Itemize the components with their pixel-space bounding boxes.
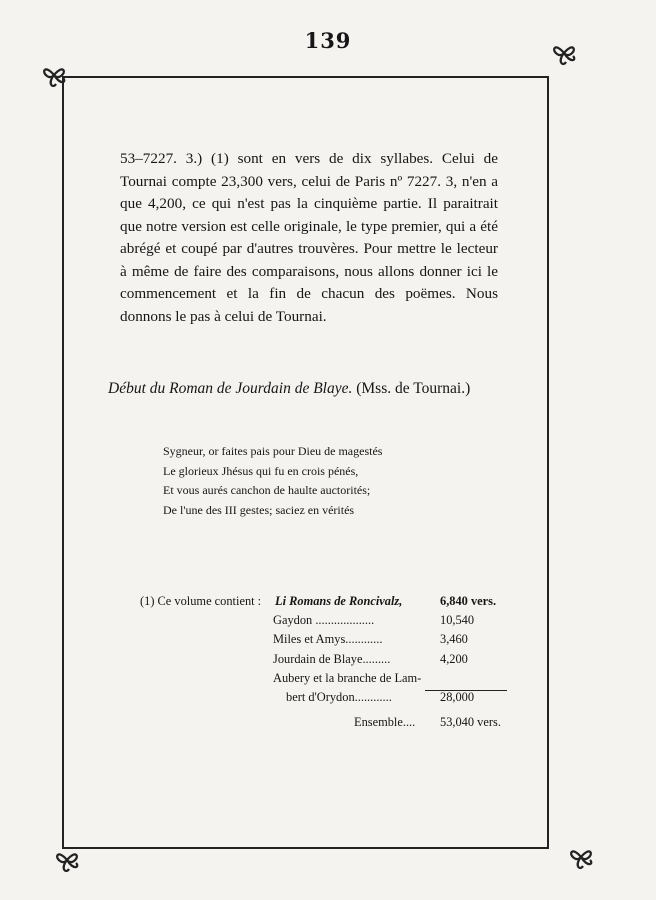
footnote-item-count: 3,460 (440, 632, 468, 647)
footnote-total-row (140, 713, 520, 732)
total-divider (425, 690, 507, 691)
body-paragraph: 53–7227. 3.) (1) sont en vers de dix syllabes. Celui de Tournai compte 23,300 vers, celui de Paris nº 7227. 3, n'en a que 4,200, ce qui n'est pas la cinquième partie. Il paraitrait que notre version est celle originale, le type premier, qui a été abrégé et coupé par d'autres trouvères. Pour mettre le lecteur à même de faire des comparaisons, nous allons donner ici le commencement et la fin de chacun des poëmes. Nous donnons le pas à celui de Tournai. (120, 150, 498, 325)
verse-line: De l'une des III gestes; saciez en vérités (163, 502, 355, 517)
footnote (140, 592, 520, 732)
footnote-item-name: Li Romans de Roncivalz, (275, 594, 403, 608)
verse-line: Le glorieux Jhésus qui fu en crois pénés, (163, 463, 359, 478)
footnote-item-count: 10,540 (440, 613, 475, 628)
heading-title: Début du Roman de Jourdain de Blaye. (108, 380, 353, 397)
footnote-row (140, 592, 520, 611)
heading-source: (Mss. de Tournai.) (356, 380, 471, 397)
page-number: 139 (304, 28, 352, 53)
footnote-item-name: Aubery et la branche de Lam- (273, 670, 422, 685)
footnote-row (140, 630, 520, 649)
footnote-row (140, 611, 520, 630)
footnote-total-count: 53,040 vers. (440, 715, 501, 730)
footnote-row (140, 669, 520, 688)
footnote-item-name: Miles et Amys............ (273, 632, 383, 647)
verse-line: Et vous aurés canchon de haulte auctorités; (163, 483, 371, 497)
footnote-total-label: Ensemble.... (354, 715, 416, 730)
footnote-item-name: Jourdain de Blaye......... (273, 651, 391, 666)
footnote-item-name: bert d'Orydon............ (286, 689, 392, 704)
section-heading (108, 380, 508, 398)
corner-ornament-icon (549, 38, 579, 68)
footnote-item-count: 4,200 (440, 651, 468, 666)
footnote-item-name: Gaydon ................... (273, 613, 375, 628)
footnote-item-count: 6,840 vers. (440, 594, 497, 608)
footnote-row (140, 650, 520, 669)
footnote-item-count: 28,000 (440, 689, 475, 704)
verse-block (163, 442, 463, 520)
corner-ornament-icon (52, 845, 82, 875)
footnote-intro: (1) Ce volume contient : (140, 594, 262, 608)
verse-line: Sygneur, or faites pais pour Dieu de magestés (163, 444, 383, 458)
corner-ornament-icon (566, 842, 596, 872)
corner-ornament-icon (39, 60, 69, 90)
